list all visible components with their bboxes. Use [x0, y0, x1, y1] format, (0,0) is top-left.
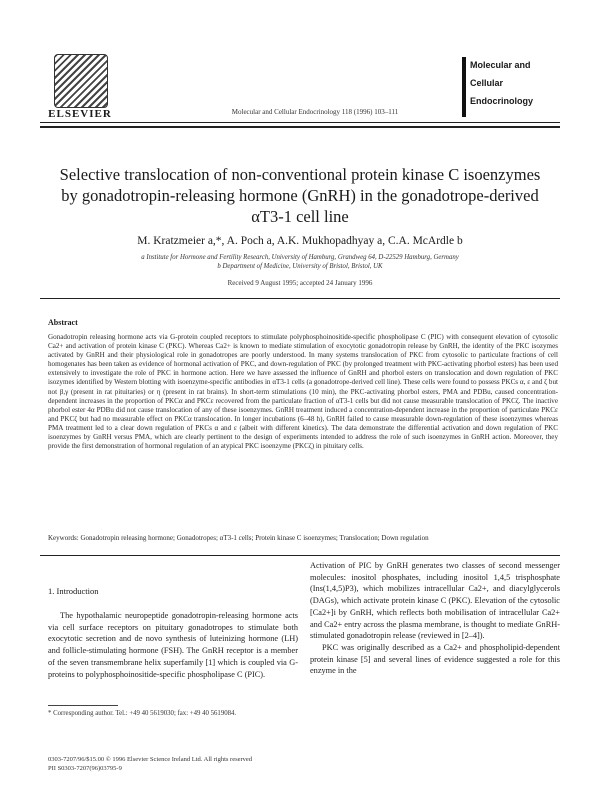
- affiliation-b: b Department of Medicine, University of Bristol, Bristol, UK: [217, 263, 383, 270]
- footnote-rule: [48, 705, 118, 706]
- journal-logo-line-3: Endocrinology: [470, 96, 533, 106]
- keywords: Keywords: Gonadotropin releasing hormone; Gonadotropes; αT3-1 cells; Protein kinase C isoenzymes; Translocation; Down regulation: [48, 534, 429, 542]
- article-title: Selective translocation of non-conventional protein kinase C isoenzymes by gonadotropin-releasing hormone (GnRH) in the gonadotrope-derived αT3-1 cell line: [59, 165, 541, 226]
- affiliation-a: a Institute for Hormone and Fertility Research, University of Hamburg, Grandweg 64, D-22529 Hamburg, Germany: [141, 254, 459, 261]
- intro-paragraph-2: Activation of PIC by GnRH generates two classes of second messenger molecules: inositol phosphates, including inositol 1,4,5 trisphosphate (Ins(1,4,5)P3), which mobilizes intracellular Ca2+, and diacylglycerols (DAGs), which activate protein kinase C (PKC). Elevation of the cytosolic [Ca2+]i by GnRH, which reflects both mobilisation of intracellular Ca2+ and Ca2+ entry across the plasma membrane, is thought to mediate GnRH-stimulated gonadotropin release (reviewed in [2–4]).: [310, 561, 560, 641]
- journal-logo: [462, 57, 572, 119]
- journal-citation: Molecular and Cellular Endocrinology 118 (1996) 103–111: [231, 108, 399, 116]
- abstract-rule: [40, 555, 560, 556]
- intro-right-column: [310, 560, 560, 677]
- header-rule: [40, 122, 560, 123]
- header-rule-thick: [40, 126, 560, 128]
- intro-paragraph-3: PKC was originally described as a Ca2+ and phospholipid-dependent protein kinase [5] and several lines of evidence suggested a role for this enzyme in the: [310, 642, 560, 676]
- abstract-heading: Abstract: [48, 318, 78, 327]
- publisher-name: ELSEVIER: [48, 108, 112, 120]
- section-heading-introduction: 1. Introduction: [48, 586, 99, 596]
- corresponding-author-footnote: * Corresponding author. Tel.: +49 40 5619030; fax: +49 40 5619084.: [48, 710, 237, 717]
- journal-logo-line-2: Cellular: [470, 78, 504, 88]
- elsevier-logo: [40, 54, 120, 124]
- copyright-block: [48, 755, 298, 773]
- pii-line: PII S0303-7207(96)03795-9: [48, 765, 122, 772]
- author-list: M. Kratzmeier a,*, A. Poch a, A.K. Mukhopadhyay a, C.A. McArdle b: [137, 235, 463, 247]
- copyright-line: 0303-7207/96/$15.00 © 1996 Elsevier Science Ireland Ltd. All rights reserved: [48, 756, 253, 763]
- received-dates: Received 9 August 1995; accepted 24 January 1996: [227, 279, 373, 287]
- journal-logo-bar-icon: [462, 57, 466, 117]
- journal-logo-line-1: Molecular and: [470, 60, 531, 70]
- title-rule: [40, 298, 560, 299]
- intro-left-column: [48, 610, 298, 680]
- intro-paragraph-1: The hypothalamic neuropeptide gonadotropin-releasing hormone acts via cell surface receptors on pituitary gonadotropes to stimulate both exocytotic secretion and de novo synthesis of luteinizing hormone (LH) and follicle-stimulating hormone (FSH). The GnRH receptor is a member of the seven transmembrane helix superfamily [1] which is coupled via G-proteins to polyphosphoinositide-specific phospholipase C (PIC).: [48, 611, 298, 679]
- elsevier-tree-icon: [54, 54, 108, 108]
- abstract-body: Gonadotropin releasing hormone acts via G-protein coupled receptors to stimulate polyphosphoinositide-specific phospholipase C (PIC) with consequent elevation of cytosolic Ca2+ and activation of protein kinase C (PKC). Whereas Ca2+ is known to mediate stimulation of exocytotic gonadotropin release by GnRH, the identity of the PKC isozymes activated by GnRH and their physiological role in gonadotropes are poorly understood. In many systems translocation of PKC from cytosolic to particulate fractions of cell homogenates has been taken as evidence of hormonal activation of PKC, and down-regulation of PKC (by prolonged treatment with PKC-activating phorbol esters) has been used extensively to investigate the role of PKC in hormone action. Here we have assessed the influence of GnRH and phorbol esters on translocation and down regulation of PKC isozymes identified by Western blotting with isoenzyme-specific antibodies in αT3-1 cells (a gonadotrope-derived cell line). These cells were found to possess PKCs α, ε and ζ but not β,γ (present in rat pituitaries) or η (present in rat brains). In short-term stimulations (10 min), the PKC-activating phorbol esters, PMA and PDBu, caused concentration-dependent increases in the proportion of PKCα and PKCε recovered from the particulate fraction of αT3-1 cells but did not cause measurable translocation of PKCζ. The inactive phorbol ester 4α PDBu did not cause translocation of any of these isoenzymes. GnRH treatment induced a concentration-dependent increase in the proportion of particulate PKCε and PKCζ but had no measurable effect on PKCα translocation. In longer incubations (6–48 h), GnRH failed to cause measurable down-regulation of these isoenzymes whereas PMA treatment led to a clear down regulation of PKCs α and ε (albeit with different kinetics). The data demonstrate the differential activation and down regulation of PKC isoenzymes by GnRH versus PMA, which are clearly pertinent to the design of experiments intended to address the role of such isoenzymes in GnRH action. Moreover, they provide the first demonstration of hormonal regulation of an atypical PKC isoenzyme (PKCζ) in pituitary cells.: [48, 333, 558, 451]
